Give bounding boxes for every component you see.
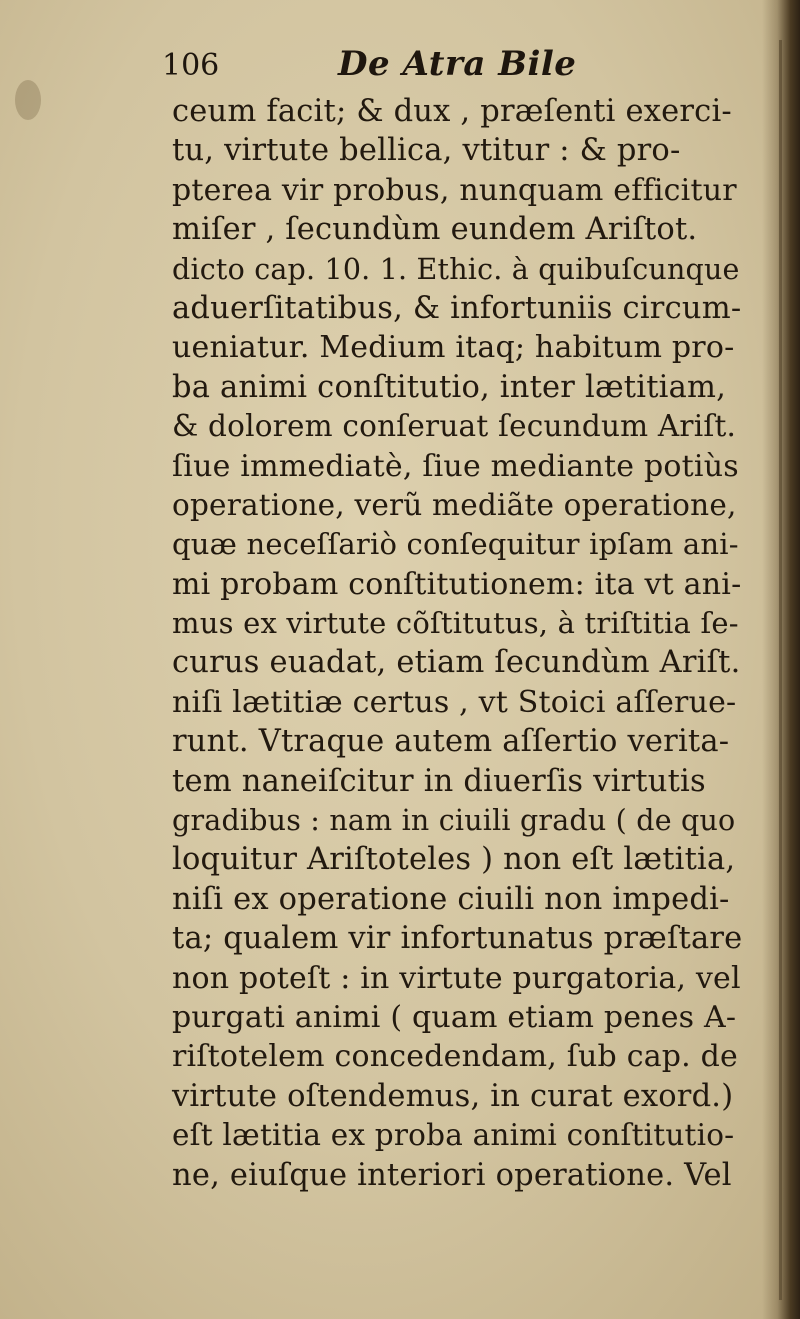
- text-line: ne, eiuſque interiori operatione. Vel: [172, 1157, 732, 1193]
- text-line: ceum facit; & dux , præſenti exerci-: [172, 94, 732, 129]
- text-line: niſi ex operatione ciuili non impedi-: [172, 881, 730, 917]
- text-line: quæ neceſſariò conſequitur ipſam ani-: [172, 527, 739, 562]
- text-line: curus euadat, etiam ſecundùm Ariſt.: [172, 645, 741, 681]
- text-line: mi probam conſtitutionem: ita vt ani-: [172, 566, 742, 602]
- text-line: operatione, verũ mediãte operatione,: [172, 487, 737, 522]
- text-line: niſi lætitiæ certus , vt Stoici aſſerue-: [172, 684, 737, 720]
- paper-stain: [15, 80, 41, 120]
- text-line: non poteſt : in virtute purgatoria, vel: [172, 960, 741, 996]
- text-line: aduerſitatibus, & infortuniis circum-: [172, 290, 742, 326]
- running-title: De Atra Bile: [338, 44, 577, 84]
- text-line: purgati animi ( quam etiam penes A-: [172, 999, 737, 1035]
- text-line: tem naneiſcitur in diuerſis virtutis: [172, 763, 706, 799]
- text-line: gradibus : nam in ciuili gradu ( de quo: [172, 804, 736, 838]
- text-line: loquitur Ariſtoteles ) non eſt lætitia,: [172, 842, 736, 878]
- page-number: 106: [162, 48, 220, 83]
- text-line: dicto cap. 10. 1. Ethic. à quibuſcunque: [172, 252, 740, 286]
- text-line: runt. Vtraque autem aſſertio verita-: [172, 724, 730, 760]
- text-line: riſtotelem concedendam, ſub cap. de: [172, 1039, 739, 1075]
- text-line: eſt lætitia ex proba animi conſtitutio-: [172, 1118, 735, 1153]
- body-text: [172, 92, 743, 1195]
- text-line: ta; qualem vir infortunatus præſtare: [172, 921, 743, 957]
- text-line: ueniatur. Medium itaq; habitum pro-: [172, 330, 735, 366]
- text-line: & dolorem conſeruat ſecundum Ariſt.: [172, 409, 737, 444]
- text-line: pterea vir probus, nunquam efficitur: [172, 172, 737, 208]
- text-line: miſer , ſecundùm eundem Ariſtot.: [172, 212, 698, 248]
- page-edge-line: [779, 40, 782, 1300]
- text-line: virtute oſtendemus, in curat exord.): [172, 1078, 734, 1114]
- page-header: [162, 42, 722, 90]
- text-line: mus ex virtute cõſtitutus, à triſtitia ſe-: [172, 606, 739, 641]
- text-line: tu, virtute bellica, vtitur : & pro-: [172, 133, 681, 169]
- text-line: ſiue immediatè, ſiue mediante potiùs: [172, 448, 739, 484]
- text-line: ba animi conſtitutio, inter lætitiam,: [172, 369, 727, 405]
